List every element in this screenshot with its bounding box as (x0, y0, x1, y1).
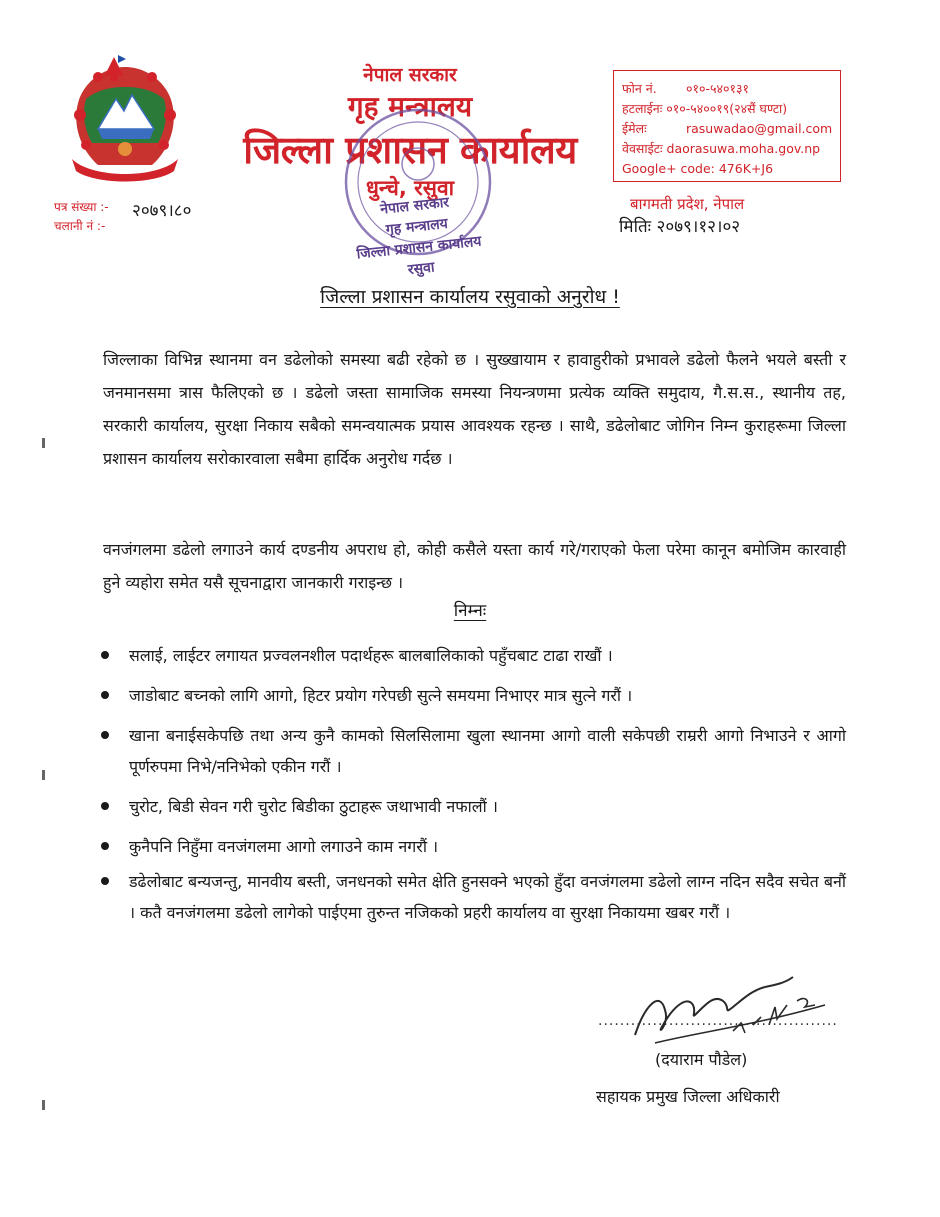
scan-mark (42, 438, 45, 448)
phone-label: फोन नं. (622, 81, 657, 96)
bullet-icon (101, 731, 109, 739)
list-item: सलाई, लाईटर लगायत प्रज्वलनशील पदार्थहरू बालबालिकाको पहुँचबाट टाढा राखौं । (100, 640, 846, 671)
date-value: २०७९।१२।०२ (656, 217, 741, 237)
list-item: जाडोबाट बच्नको लागि आगो, हिटर प्रयोग गरेपछी सुत्ने समयमा निभाएर मात्र सुत्ने गरौं । (100, 680, 846, 711)
list-item: डढेलोबाट बन्यजन्तु, मानवीय बस्ती, जनधनको समेत क्षेति हुनसक्ने भएको हुँदा वनजंगलमा डढेलो लाग्न नदिन सदैव सचेत बनौं । कतै वनजंगलमा डढेलो लागेको पाईएमा तुरुन्त नजिकको प्रहरी कार्यालय वा सुरक्षा निकायमा खबर गरौं । (100, 866, 846, 928)
letter-number-value: २०७९।८० (132, 201, 192, 221)
date-line (619, 214, 740, 237)
letter-number-label: पत्र संख्या :- (54, 200, 109, 214)
bullet-icon (101, 802, 109, 810)
google-plus-code: Google+ code: 476K+J6 (622, 161, 774, 176)
scan-mark (42, 1100, 45, 1110)
website-value: daorasuwa.moha.gov.np (666, 141, 821, 156)
notice-title: जिल्ला प्रशासन कार्यालय रसुवाको अनुरोध ! (320, 286, 620, 308)
national-emblem-icon (58, 55, 192, 189)
bullet-icon (101, 691, 109, 699)
email-row (622, 119, 840, 139)
government-name: नेपाल सरकार (363, 64, 457, 86)
bullet-icon (101, 651, 109, 659)
scan-mark (42, 770, 45, 780)
handwritten-signature-icon (615, 965, 835, 1050)
website-row (622, 139, 840, 159)
signer-name: (दयाराम पौडेल) (655, 1050, 748, 1069)
contact-box (613, 70, 841, 182)
list-heading: निम्नः (453, 601, 487, 621)
bullet-icon (101, 877, 109, 885)
stamp-text: नेपाल सरकार गृह मन्त्रालय जिल्ला प्रशासन कार्यालय रसुवा (355, 194, 483, 279)
list-item: चुरोट, बिडी सेवन गरी चुरोट बिडीका ठुटाहरू जथाभावी नफालौं । (100, 791, 846, 822)
list-item: खाना बनाईसकेपछि तथा अन्य कुनै कामको सिलसिलामा खुला स्थानमा आगो वाली सकेपछी राम्ररी आगो निभाउने र आगो पूर्णरुपमा निभे/ननिभेको एकीन गरौं । (100, 720, 846, 782)
website-label: वेवसाईटः (622, 141, 663, 156)
list-item: कुनैपनि निहुँमा वनजंगलमा आगो लगाउने काम नगरौं । (100, 831, 846, 862)
ministry-name: गृह मन्त्रालय (347, 90, 473, 123)
date-label: मितिः (619, 217, 652, 237)
phone-row (622, 79, 840, 99)
signature-line: ............................................ (598, 1013, 838, 1029)
signer-designation: सहायक प्रमुख जिल्ला अधिकारी (596, 1087, 780, 1106)
phone-value: ०१०-५४०१३१ (685, 81, 749, 96)
email-label: ईमेलः (622, 121, 647, 136)
office-name: जिल्ला प्रशासन कार्यालय (243, 128, 577, 172)
province: बागमती प्रदेश, नेपाल (630, 195, 745, 213)
dispatch-number-label: चलानी नं :- (54, 219, 106, 233)
email-value: rasuwadao@gmail.com (685, 121, 833, 136)
bullet-icon (101, 842, 109, 850)
office-location: धुन्चे, रसुवा (365, 176, 455, 200)
paragraph-1: जिल्लाका विभिन्न स्थानमा वन डढेलोको समस्या बढी रहेको छ । सुख्खायाम र हावाहुरीको प्रभावले डढेलो फैलने भयले बस्ती र जनमानसमा त्रास फैलिएको छ । डढेलो जस्ता सामाजिक समस्या नियन्त्रणमा प्रत्येक व्यक्ति समुदाय, गै.स.स., स्थानीय तह, सरकारी कार्यालय, सुरक्षा निकाय सबैको समन्वयात्मक प्रयास आवश्यक रहन्छ । साथै, डढेलोबाट जोगिन निम्न कुराहरूमा जिल्ला प्रशासन कार्यालय सरोकारवाला सबैमा हार्दिक अनुरोध गर्दछ । (103, 350, 846, 468)
hotline-row (622, 99, 840, 119)
instruction-list (100, 640, 846, 937)
hotline-value: ०१०-५४००१९(२४सैं घण्टा) (666, 101, 788, 116)
paragraph-2: वनजंगलमा डढेलो लगाउने कार्य दण्डनीय अपराध हो, कोही कसैले यस्ता कार्य गरे/गराएको फेला परेमा कानून बमोजिम कारवाही हुने व्यहोरा समेत यसै सूचनाद्वारा जानकारी गराइन्छ । (103, 540, 846, 592)
hotline-label: हटलाईनः (622, 101, 663, 116)
